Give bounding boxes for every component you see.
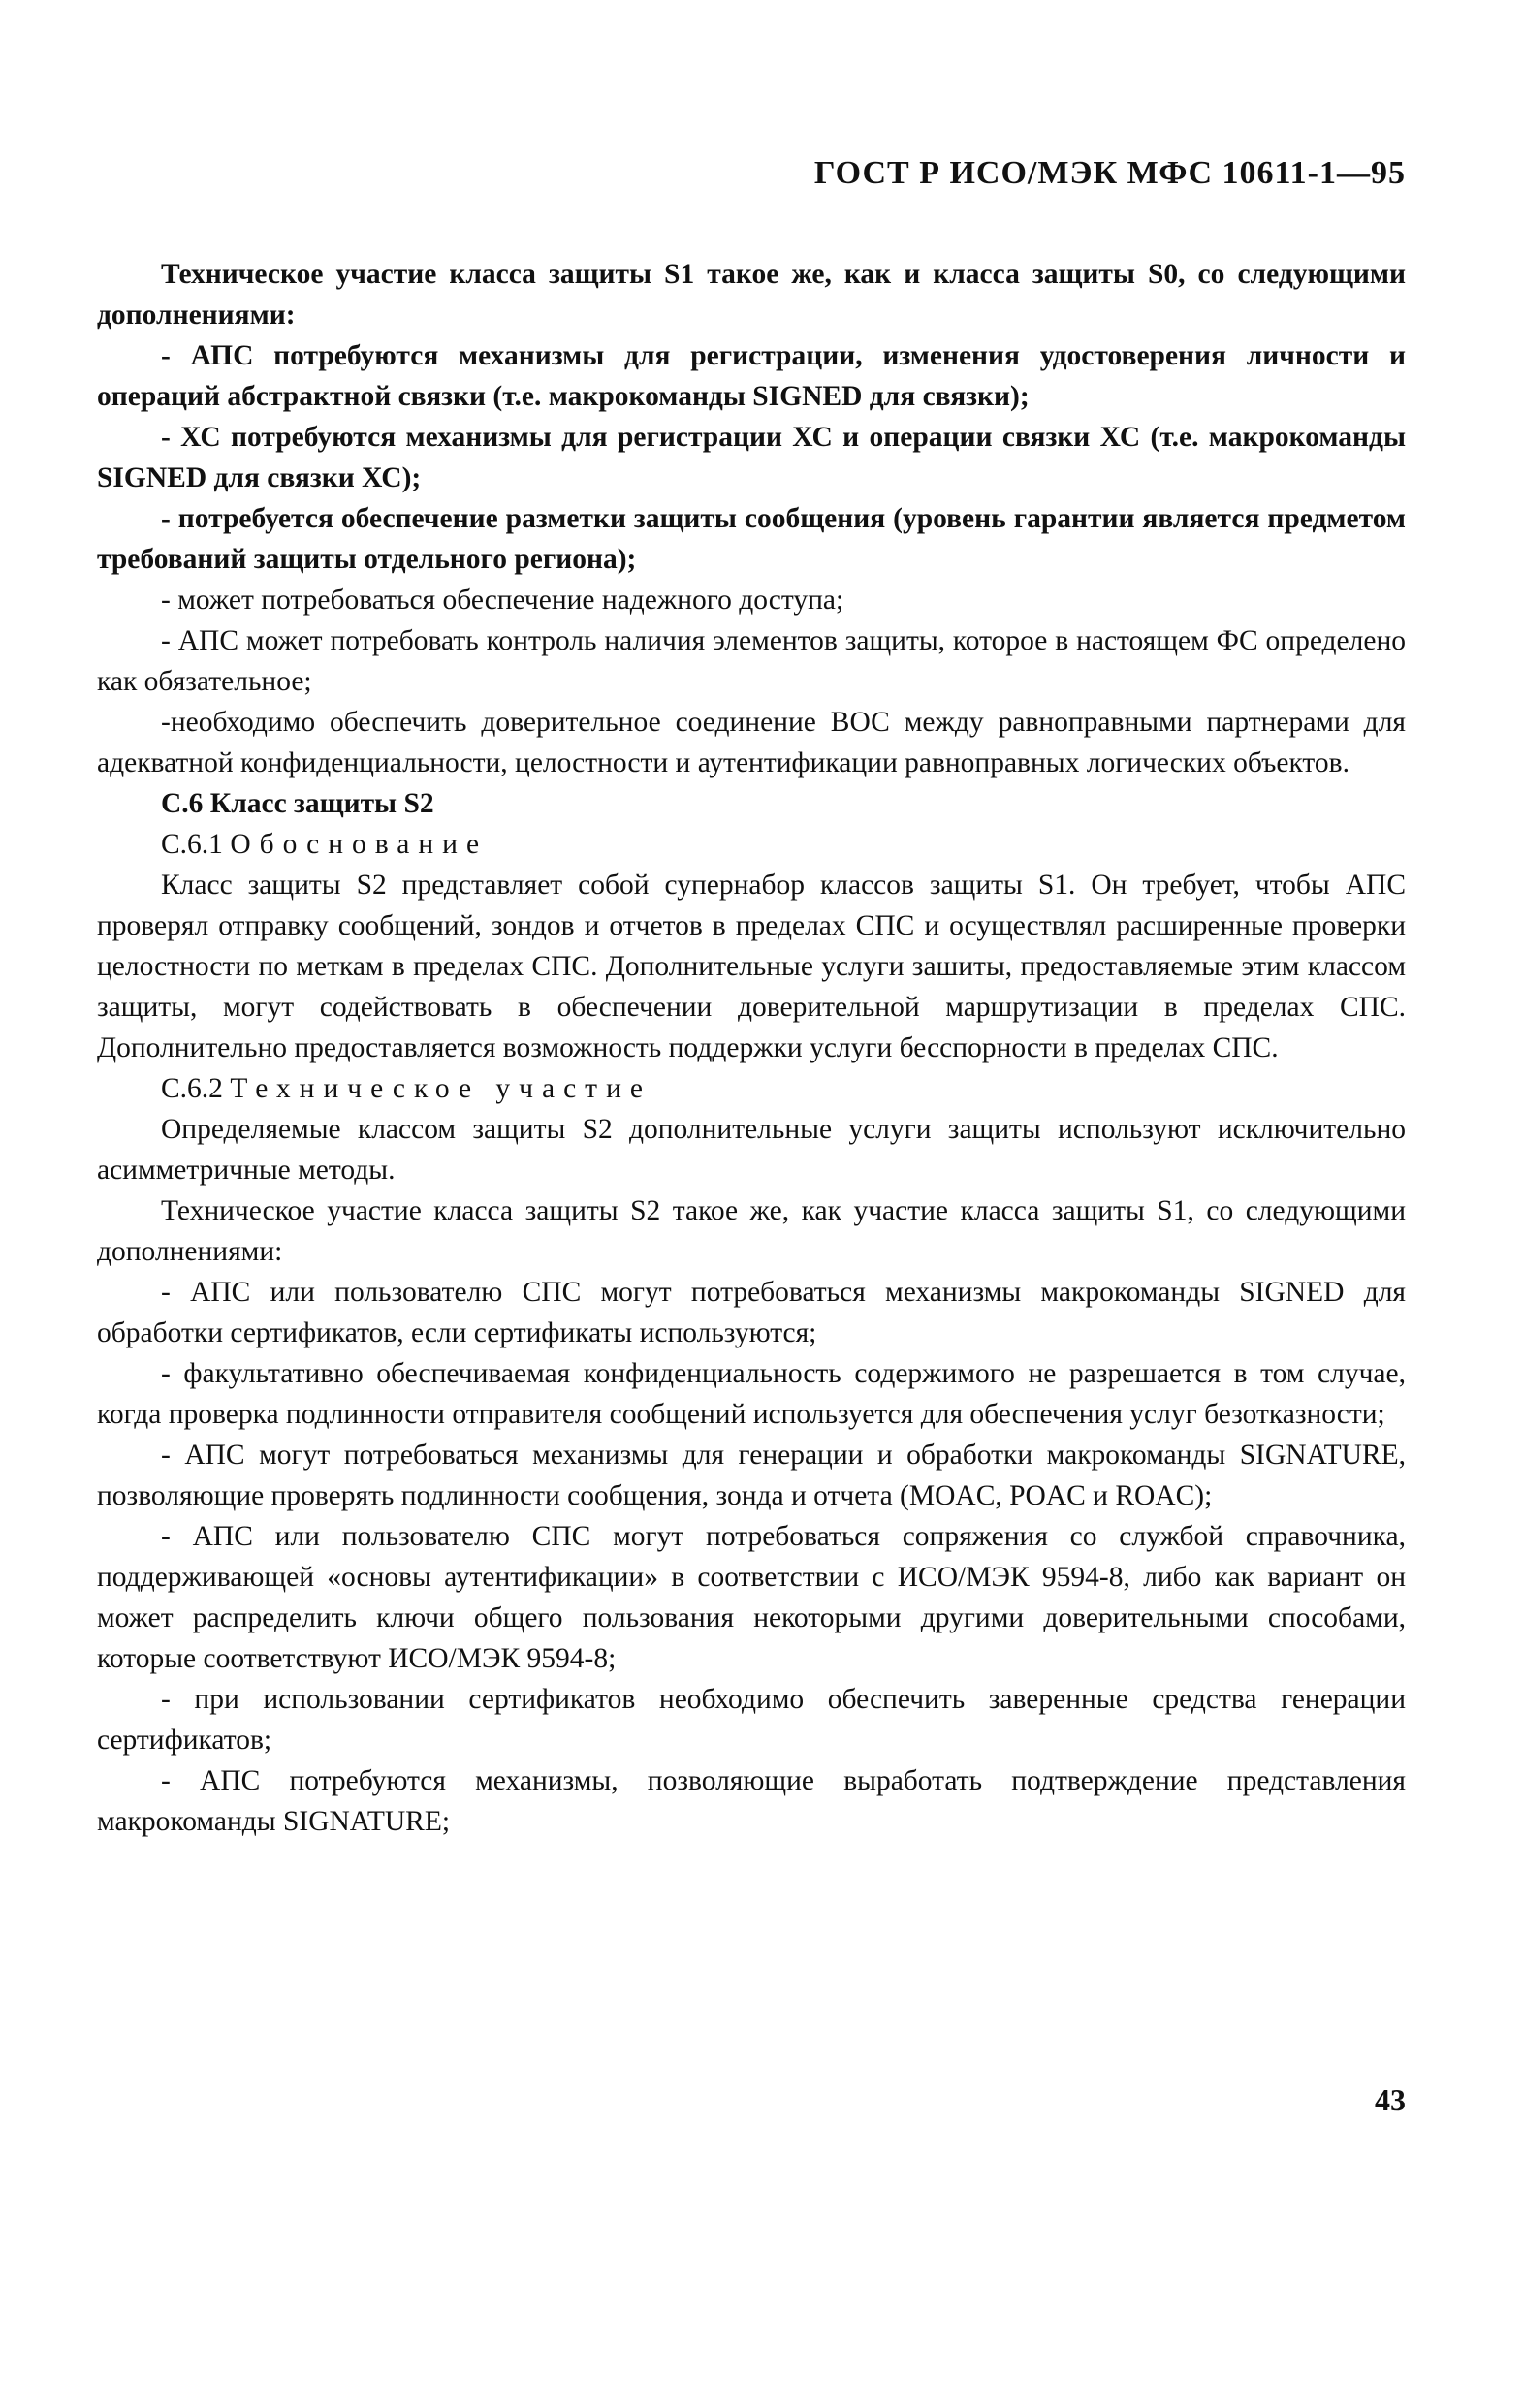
- s1-item-3: - потребуется обеспечение разметки защиты сообщения (уровень гарантии является предметом требований защиты отдельного региона);: [97, 503, 1406, 575]
- subsection-c6-1-heading: [97, 824, 1406, 865]
- page-header-standard-id: ГОСТ Р ИСО/МЭК МФС 10611-1—95: [813, 155, 1406, 191]
- subsection-c6-2-text-1: Определяемые классом защиты S2 дополнительные услуги защиты используют исключительно асимметричные методы.: [97, 1114, 1406, 1186]
- subsection-c6-1-number: С.6.1: [161, 829, 223, 860]
- s1-item-5: - АПС может потребовать контроль наличия элементов защиты, которое в настоящем ФС определено как обязательное;: [97, 625, 1406, 697]
- s1-item-2: - ХС потребуются механизмы для регистрации ХС и операции связки ХС (т.е. макрокоманды SIGNED для связки ХС);: [97, 422, 1406, 493]
- subsection-c6-1-title: Обоснование: [230, 829, 489, 860]
- s2-item-4: - АПС или пользователю СПС могут потребоваться сопряжения со службой справочника, поддерживающей «основы аутентификации» в соответствии с ИСО/МЭК 9594-8, либо как вариант он может распределить ключи общего пользования некоторыми другими доверительными способами, которые соответствуют ИСО/МЭК 9594-8;: [97, 1521, 1406, 1674]
- subsection-c6-2-text-2: Техническое участие класса защиты S2 такое же, как участие класса защиты S1, со следующими дополнениями:: [97, 1195, 1406, 1267]
- subsection-c6-1-text: Класс защиты S2 представляет собой супернабор классов защиты S1. Он требует, чтобы АПС проверял отправку сообщений, зондов и отчетов в пределах СПС и осуществлял расширенные проверки целостности по меткам в пределах СПС. Дополнительные услуги зашиты, предоставляемые этим классом защиты, могут содействовать в обеспечении доверительной маршрутизации в пределах СПС. Дополнительно предоставляется возможность поддержки услуги бесспорности в пределах СПС.: [97, 870, 1406, 1063]
- s1-item-1: - АПС потребуются механизмы для регистрации, изменения удостоверения личности и операций абстрактной связки (т.е. макрокоманды SIGNED для связки);: [97, 340, 1406, 412]
- s2-item-2: - факультативно обеспечиваемая конфиденциальность содержимого не разрешается в том случае, когда проверка подлинности отправителя сообщений используется для обеспечения услуг безотказности;: [97, 1358, 1406, 1430]
- subsection-c6-2-number: С.6.2: [161, 1073, 223, 1104]
- s1-item-4: - может потребоваться обеспечение надежного доступа;: [161, 585, 844, 616]
- subsection-c6-2-title: Техническое участие: [230, 1073, 651, 1104]
- section-c6-heading: С.6 Класс защиты S2: [161, 788, 434, 819]
- intro-s1-paragraph: Техническое участие класса защиты S1 такое же, как и класса защиты S0, со следующими дополнениями:: [97, 259, 1406, 331]
- s2-item-6: - АПС потребуются механизмы, позволяющие выработать подтверждение представления макрокоманды SIGNATURE;: [97, 1765, 1406, 1837]
- page-content: [97, 254, 1406, 1842]
- s2-item-5: - при использовании сертификатов необходимо обеспечить заверенные средства генерации сертификатов;: [97, 1684, 1406, 1756]
- s2-item-3: - АПС могут потребоваться механизмы для генерации и обработки макрокоманды SIGNATURE, позволяющие проверять подлинности сообщения, зонда и отчета (MOAC, POAC и ROAC);: [97, 1440, 1406, 1511]
- subsection-c6-2-heading: [97, 1068, 1406, 1109]
- page-number: 43: [1375, 2082, 1406, 2117]
- s2-item-1: - АПС или пользователю СПС могут потребоваться механизмы макрокоманды SIGNED для обработки сертификатов, если сертификаты используются;: [97, 1277, 1406, 1348]
- s1-item-6: -необходимо обеспечить доверительное соединение ВОС между равноправными партнерами для адекватной конфиденциальности, целостности и аутентификации равноправных логических объектов.: [97, 707, 1406, 778]
